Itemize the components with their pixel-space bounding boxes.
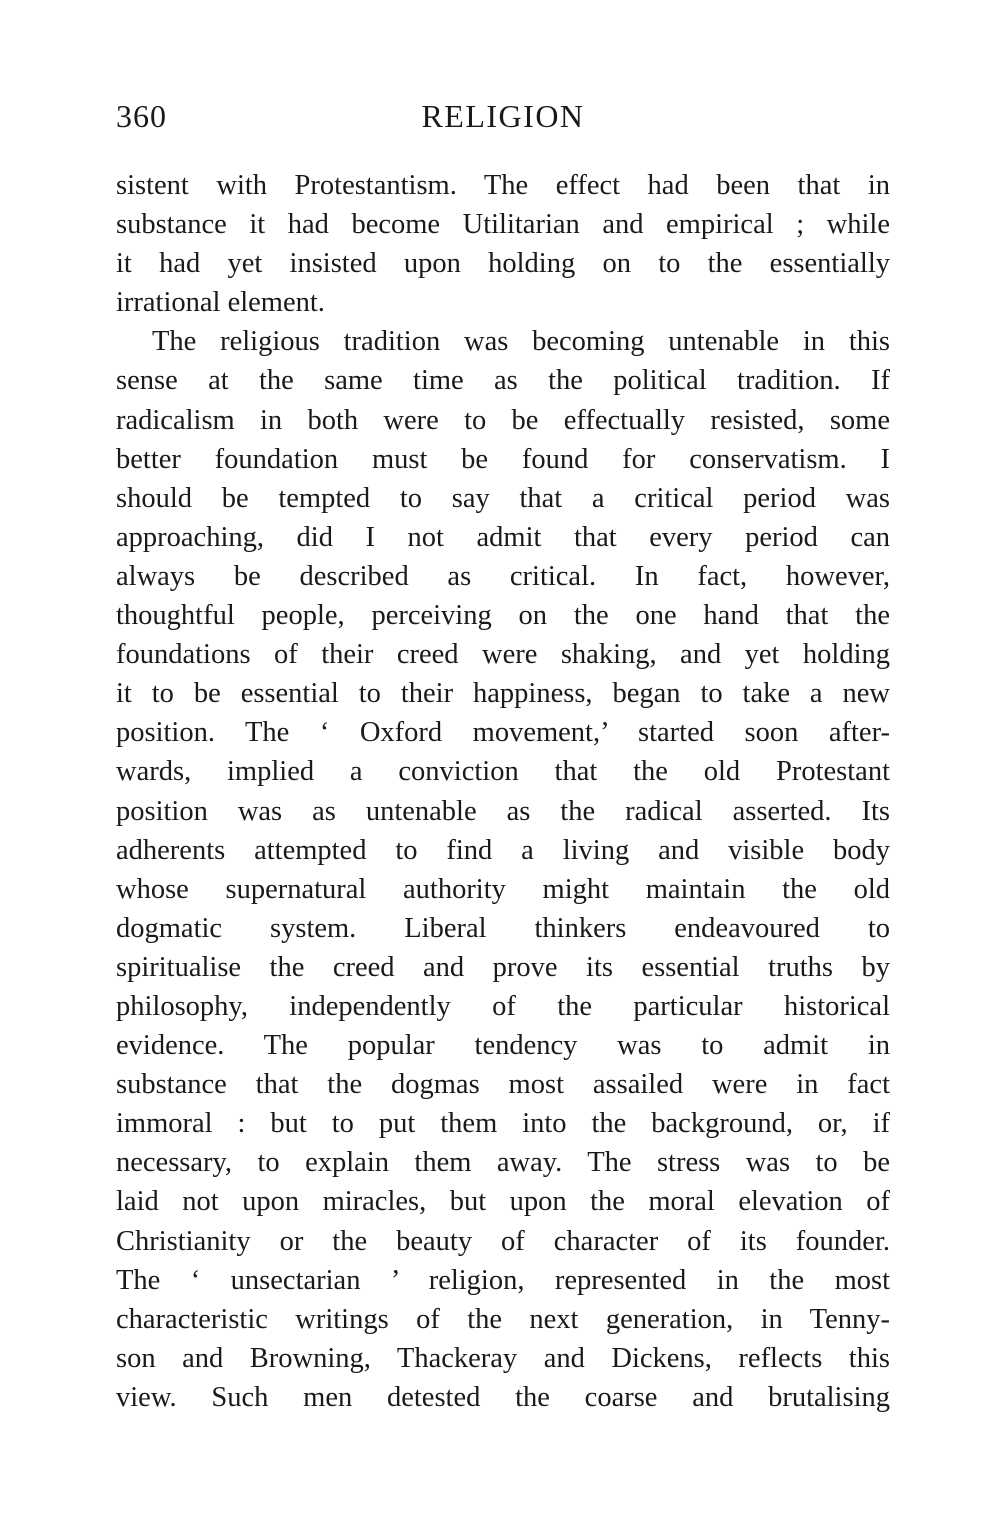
running-head: RELIGION [421,98,585,134]
text-line: The religious tradition was becoming untenable in this [152,326,890,358]
page-header [116,98,890,142]
text-line: sense at the same time as the political tradition. If [116,365,890,397]
text-line: dogmatic system. Liberal thinkers endeavoured to [116,912,890,944]
text-line: it to be essential to their happiness, began to take a new [116,678,890,710]
text-line: thoughtful people, perceiving on the one hand that the [116,600,890,632]
text-line: spiritualise the creed and prove its essential truths by [116,951,890,983]
text-line: philosophy, independently of the particular historical [116,990,890,1022]
text-line: evidence. The popular tendency was to admit in [116,1030,890,1062]
text-line: son and Browning, Thackeray and Dickens, reflects this [116,1342,890,1374]
page-number: 360 [116,98,167,134]
text-line: better foundation must be found for conservatism. I [116,443,890,475]
text-line: foundations of their creed were shaking, and yet holding [116,639,890,671]
text-line: Christianity or the beauty of character of its founder. [116,1225,890,1257]
text-line: position was as untenable as the radical asserted. Its [116,795,890,827]
text-line: approaching, did I not admit that every period can [116,521,890,553]
text-line: radicalism in both were to be effectually resisted, some [116,404,890,436]
text-line: always be described as critical. In fact, however, [116,560,890,592]
text-line: substance that the dogmas most assailed were in fact [116,1069,890,1101]
text-line: necessary, to explain them away. The stress was to be [116,1147,890,1179]
text-line: sistent with Protestantism. The effect had been that in [116,170,890,201]
text-line: irrational element. [116,287,325,319]
text-line: The ‘ unsectarian ’ religion, represented in the most [116,1264,890,1296]
text-line: substance it had become Utilitarian and empirical ; while [116,209,890,241]
body-text [116,166,890,1417]
text-line: position. The ‘ Oxford movement,’ started soon after- [116,717,890,749]
text-line: whose supernatural authority might maintain the old [116,873,890,905]
text-line: immoral : but to put them into the background, or, if [116,1108,890,1140]
text-line: wards, implied a conviction that the old Protestant [116,756,890,788]
text-line: it had yet insisted upon holding on to the essentially [116,248,890,280]
text-line: adherents attempted to find a living and visible body [116,834,890,866]
text-line: characteristic writings of the next generation, in Tenny- [116,1303,890,1335]
text-line: view. Such men detested the coarse and brutalising [116,1381,890,1413]
text-line: should be tempted to say that a critical period was [116,482,890,514]
text-line: laid not upon miracles, but upon the moral elevation of [116,1186,890,1218]
